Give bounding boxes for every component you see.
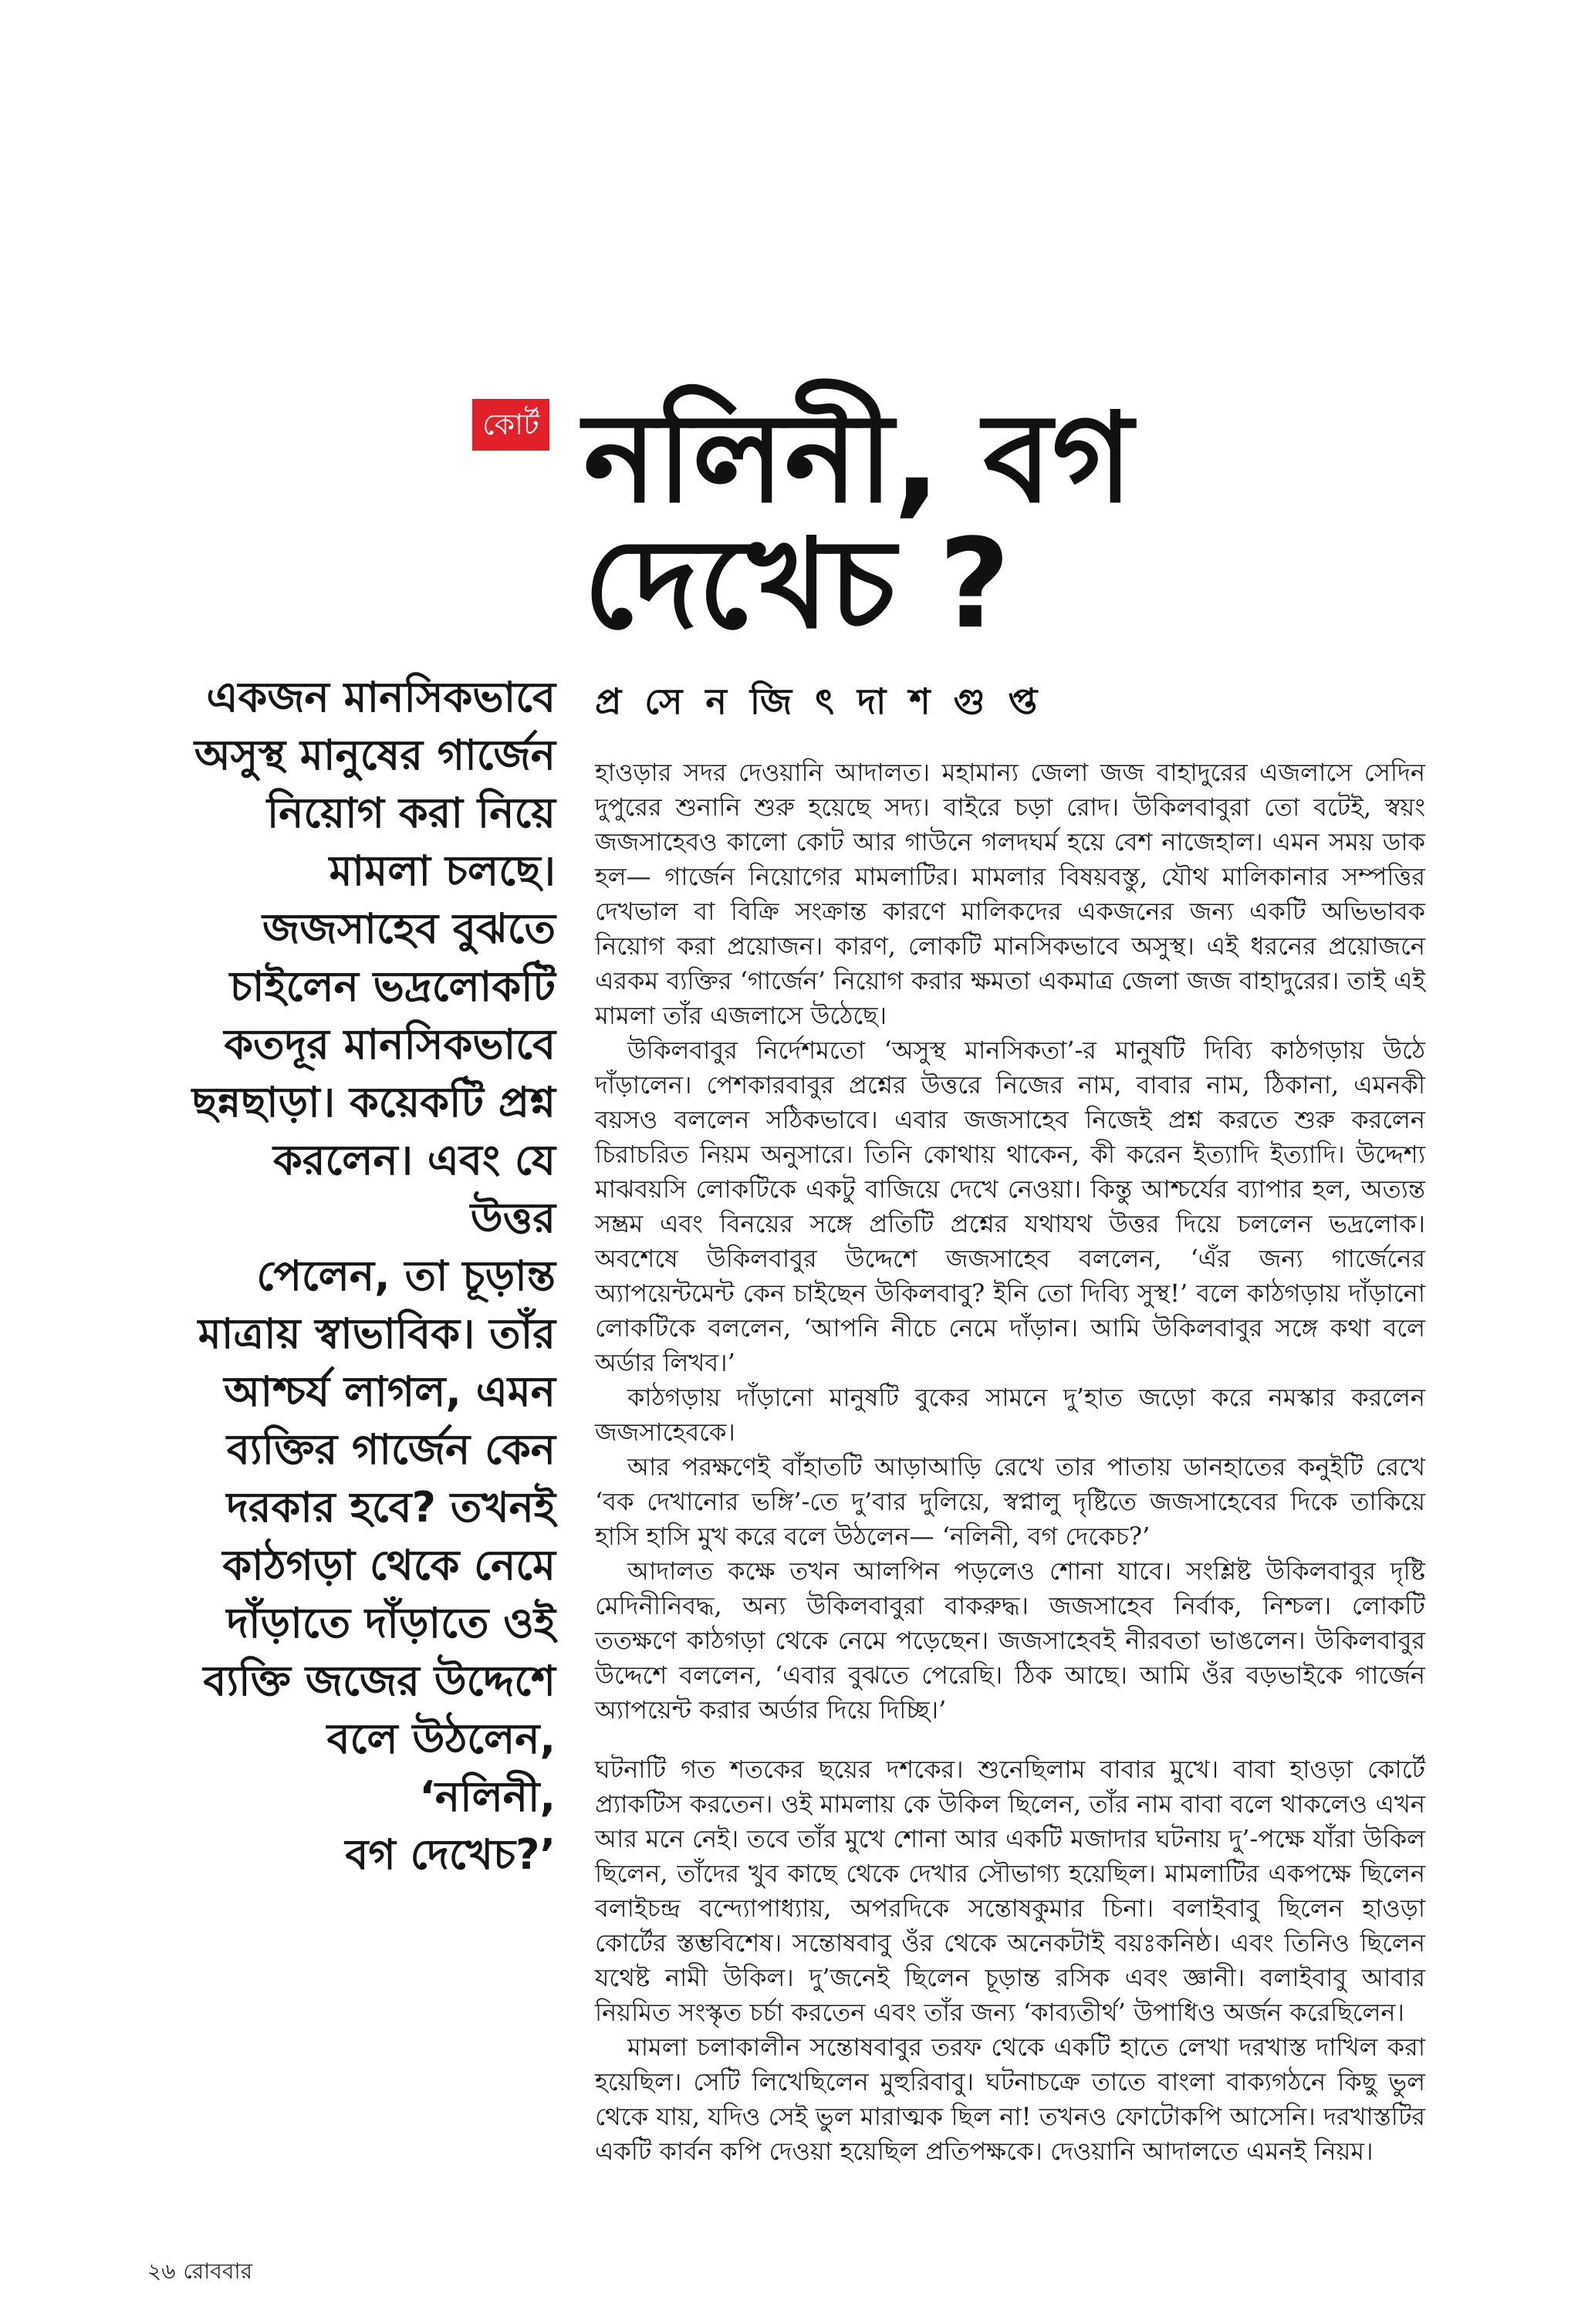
headline-line-1: নলিনী, বগ — [583, 386, 1134, 530]
pull-quote-line: ছন্নছাড়া। কয়েকটি প্রশ্ন — [191, 1078, 556, 1127]
pull-quote-line: দরকার হবে? তখনই — [226, 1483, 556, 1532]
pull-quote-line: ব্যক্তি জজের উদ্দেশে — [203, 1657, 556, 1705]
pull-quote-line: দাঁড়াতে দাঁড়াতে ওই — [226, 1599, 556, 1647]
pull-quote-line: জজসাহেব বুঝতে — [262, 904, 556, 953]
pull-quote-line: বগ দেখেচ?’ — [345, 1830, 556, 1879]
category-tag: কোর্ট — [472, 399, 549, 451]
pull-quote-line: চাইলেন ভদ্রলোকটি — [229, 962, 556, 1011]
headline-line-2: দেখেচ ? — [583, 512, 1011, 656]
pull-quote-line: মাত্রায় স্বাভাবিক। তাঁর — [198, 1309, 556, 1358]
body-paragraph: আর পরক্ষণেই বাঁহাতটি আড়াআড়ি রেখে তার পাতায় ডানহাতের কনুইটি রেখে ‘বক দেখানোর ভঙ্গি’-তে দু’বার দুলিয়ে, স্বপ্নালু দৃষ্টিতে জজসাহেবের দিকে তাকিয়ে হাসি হাসি মুখ করে বলে উঠলেন— ‘নলিনী, বগ দেকেচ?’ — [595, 1452, 1425, 1551]
author-byline: প্র সে ন জি ৎ দা শ গু প্ত — [595, 681, 1039, 722]
pull-quote-line: নিয়োগ করা নিয়ে — [266, 789, 556, 837]
pull-quote-line: আশ্চর্য লাগল, এমন — [224, 1367, 556, 1416]
body-paragraph: আদালত কক্ষে তখন আলপিন পড়লেও শোনা যাবে। সংশ্লিষ্ট উকিলবাবুর দৃষ্টি মেদিনীনিবদ্ধ, অন্য উকিলবাবুরা বাকরুদ্ধ। জজসাহেব নির্বাক, নিশ্চল। লোকটি ততক্ষণে কাঠগড়া থেকে নেমে পড়েছেন। জজসাহেবই নীরবতা ভাঙলেন। উকিলবাবুর উদ্দেশে বললেন, ‘এবার বুঝতে পেরেছি। ঠিক আছে। আমি ওঁর বড়ভাইকে গার্জেন অ্যাপয়েন্ট করার অর্ডার দিয়ে দিচ্ছি।’ — [595, 1556, 1425, 1724]
body-paragraph: মামলা চলাকালীন সন্তোষবাবুর তরফ থেকে একটি হাতে লেখা দরখাস্ত দাখিল করা হয়েছিল। সেটি লিখেছিলেন মুহুরিবাবু। ঘটনাচক্রে তাতে বাংলা বাক্যগঠনে কিছু ভুল থেকে যায়, যদিও সেই ভুল মারাত্মক ছিল না! তখনও ফোটোকপি আসেনি। দরখাস্তটির একটি কার্বন কপি দেওয়া হয়েছিল প্রতিপক্ষকে। দেওয়ানি আদালতে এমনই নিয়ম। — [595, 2032, 1425, 2166]
page-footer — [147, 2256, 252, 2287]
pull-quote — [182, 668, 556, 1879]
body-paragraph: কাঠগড়ায় দাঁড়ানো মানুষটি বুকের সামনে দু’হাত জড়ো করে নমস্কার করলেন জজসাহেবকে। — [595, 1383, 1425, 1447]
pull-quote-line: ব্যক্তির গার্জেন কেন — [226, 1425, 556, 1474]
article-body — [595, 755, 1425, 2221]
body-paragraph: উকিলবাবুর নির্দেশমতো ‘অসুস্থ মানসিকতা’-র মানুষটি দিব্যি কাঠগড়ায় উঠে দাঁড়ালেন। পেশকারবাবুর প্রশ্নের উত্তরে নিজের নাম, বাবার নাম, ঠিকানা, এমনকী বয়সও বললেন সঠিকভাবে। এবার জজসাহেব নিজেই প্রশ্ন করতে শুরু করলেন চিরাচরিত নিয়ম অনুসারে। তিনি কোথায় থাকেন, কী করেন ইত্যাদি ইত্যাদি। উদ্দেশ্য মাঝবয়সি লোকটিকে একটু বাজিয়ে দেখে নেওয়া। কিন্তু আশ্চর্যের ব্যাপার হল, অত্যন্ত সম্ভ্রম এবং বিনয়ের সঙ্গে প্রতিটি প্রশ্নের যথাযথ উত্তর দিয়ে চললেন ভদ্রলোক। অবশেষে উকিলবাবুর উদ্দেশে জজসাহেব বললেন, ‘এঁর জন্য গার্জেনের অ্যাপয়েন্টমেন্ট কেন চাইছেন উকিলবাবু? ইনি তো দিব্যি সুস্থ!’ বলে কাঠগড়ায় দাঁড়ানো লোকটিকে বললেন, ‘আপনি নীচে নেমে দাঁড়ান। আমি উকিলবাবুর সঙ্গে কথা বলে অর্ডার লিখব।’ — [595, 1035, 1425, 1377]
pull-quote-line: বলে উঠলেন, ‘নলিনী, — [326, 1714, 556, 1821]
page-number: ২৬ — [147, 2258, 176, 2284]
headline — [583, 386, 1432, 656]
pull-quote-line: মামলা চলছে। — [329, 846, 556, 895]
pull-quote-line: করলেন। এবং যে উত্তর — [273, 1136, 556, 1242]
body-paragraph: ঘটনাটি গত শতকের ছয়ের দশকের। শুনেছিলাম বাবার মুখে। বাবা হাওড়া কোর্টে প্র্যাকটিস করতেন। ওই মামলায় কে উকিল ছিলেন, তাঁর নাম বাবা বলে থাকলেও এখন আর মনে নেই। তবে তাঁর মুখে শোনা আর একটি মজাদার ঘটনায় দু’-পক্ষে যাঁরা উকিল ছিলেন, তাঁদের খুব কাছে থেকে দেখার সৌভাগ্য হয়েছিল। মামলাটির একপক্ষে ছিলেন বলাইচন্দ্র বন্দ্যোপাধ্যায়, অপরদিকে সন্তোষকুমার চিনা। বলাইবাবু ছিলেন হাওড়া কোর্টের স্তম্ভবিশেষ। সন্তোষবাবু ওঁর থেকে অনেকটাই বয়ঃকনিষ্ঠ। এবং তিনিও ছিলেন যথেষ্ট নামী উকিল। দু’জনেই ছিলেন চূড়ান্ত রসিক এবং জ্ঞানী। বলাইবাবু আবার নিয়মিত সংস্কৃত চর্চা করতেন এবং তাঁর জন্য ‘কাব্যতীর্থ’ উপাধিও অর্জন করেছিলেন। — [595, 1755, 1425, 2027]
pull-quote-line: অসুস্থ মানুষের গার্জেন — [194, 731, 556, 779]
magazine-name: রোববার — [183, 2258, 252, 2284]
pull-quote-line: পেলেন, তা চূড়ান্ত — [256, 1252, 556, 1300]
body-paragraph: হাওড়ার সদর দেওয়ানি আদালত। মহামান্য জেলা জজ বাহাদুরের এজলাসে সেদিন দুপুরের শুনানি শুরু হয়েছে সদ্য। বাইরে চড়া রোদ। উকিলবাবুরা তো বটেই, স্বয়ং জজসাহেবও কালো কোট আর গাউনে গলদঘর্ম হয়ে বেশ নাজেহাল। এমন সময় ডাক হল— গার্জেন নিয়োগের মামলাটির। মামলার বিষয়বস্তু, যৌথ মালিকানার সম্পত্তির দেখভাল বা বিক্রি সংক্রান্ত কারণে মালিকদের একজনের জন্য একটি অভিভাবক নিয়োগ করা প্রয়োজন। কারণ, লোকটি মানসিকভাবে অসুস্থ। এই ধরনের প্রয়োজনে এরকম ব্যক্তির ‘গার্জেন’ নিয়োগ করার ক্ষমতা একমাত্র জেলা জজ বাহাদুরের। তাই এই মামলা তাঁর এজলাসে উঠেছে। — [595, 758, 1425, 1030]
pull-quote-line: একজন মানসিকভাবে — [206, 673, 556, 721]
pull-quote-line: কতদূর মানসিকভাবে — [224, 1020, 556, 1069]
pull-quote-line: কাঠগড়া থেকে নেমে — [222, 1541, 556, 1589]
